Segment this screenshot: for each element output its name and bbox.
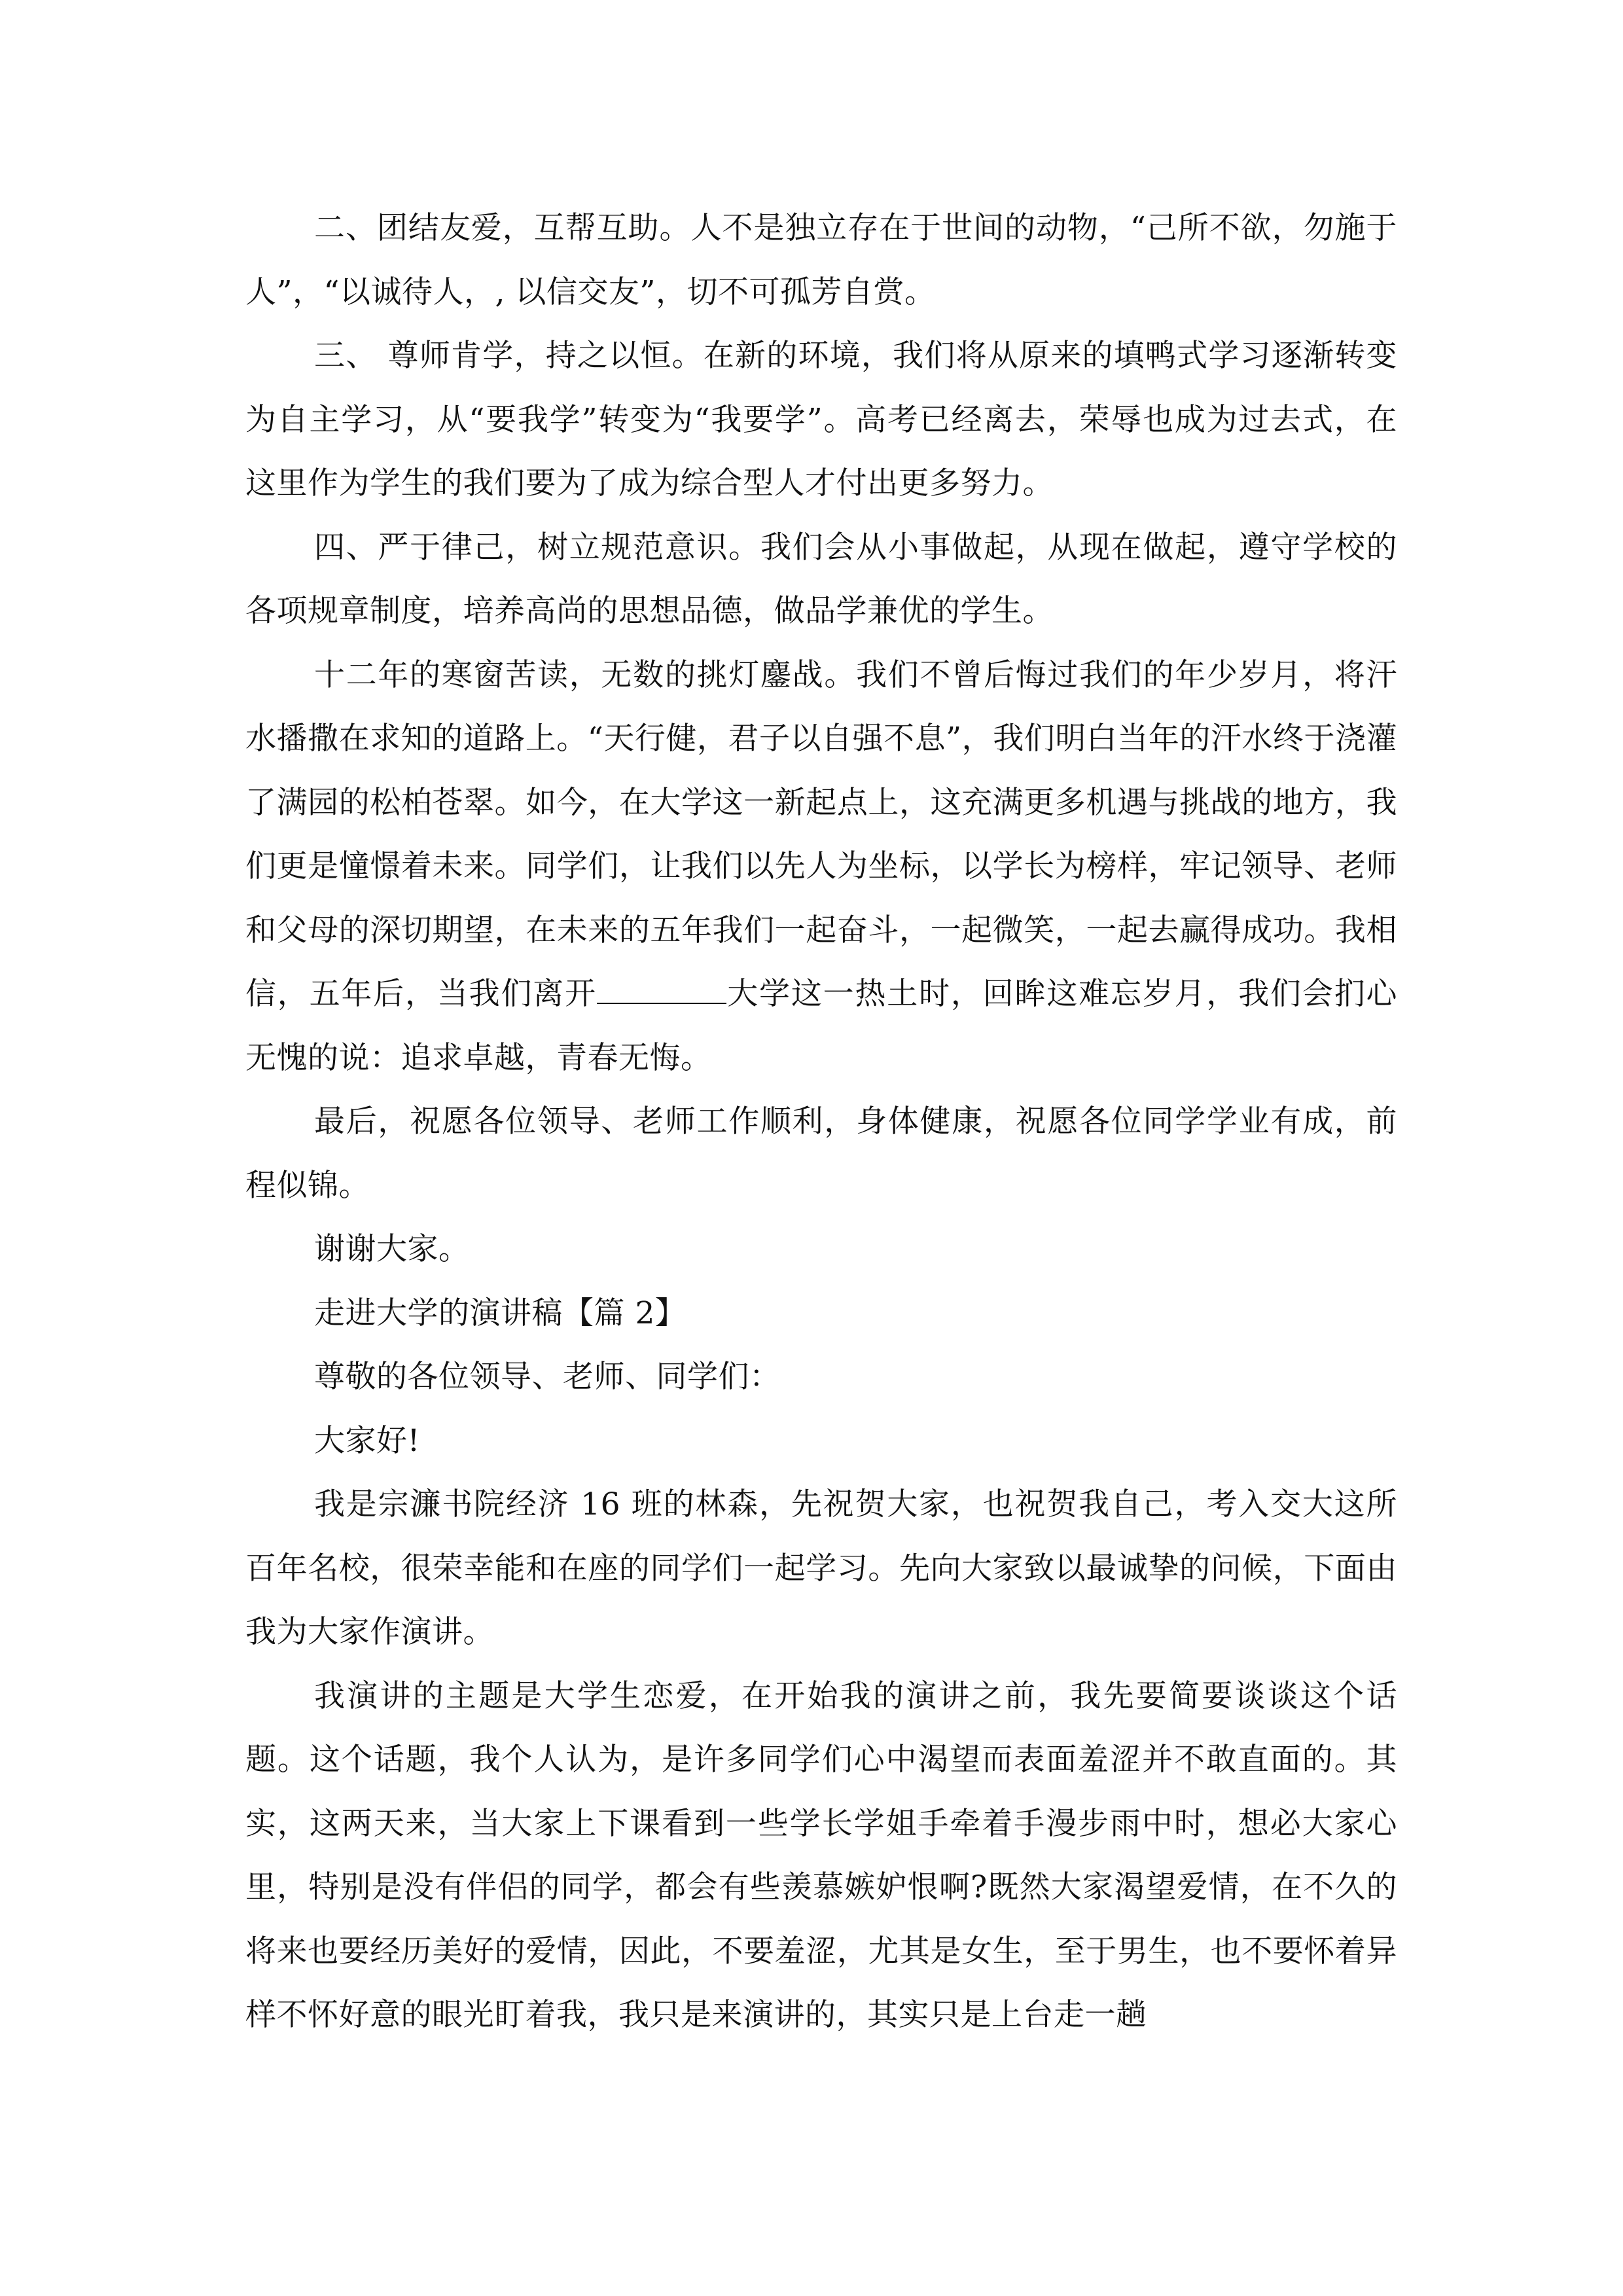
- fill-in-blank: [597, 977, 726, 1004]
- salutation: 尊敬的各位领导、老师、同学们：: [314, 1359, 781, 1395]
- paragraph-topic: 我演讲的主题是大学生恋爱，在开始我的演讲之前，我先要简要谈谈这个话题。这个话题，我个人认为，是许多同学们心中渴望而表面羞涩并不敢直面的。其实，这两天来，当大家上下课看到一些学长学姐手牵着手漫步雨中时，想必大家心里，特别是没有伴侣的同学，都会有些羡慕嫉妒恨啊?既然大家渴望爱情，在不久的将来也要经历美好的爱情，因此，不要羞涩，尤其是女生，至于男生，也不要怀着异样不怀好意的眼光盯着我，我只是来演讲的，其实只是上台走一趟: [245, 1677, 1397, 2033]
- paragraph-intro: 我是宗濂书院经济 16 班的林森，先祝贺大家，也祝贺我自己，考入交大这所百年名校，很荣幸能和在座的同学们一起学习。先向大家致以最诚挚的问候，下面由我为大家作演讲。: [245, 1486, 1397, 1650]
- paragraph-twelve-years: [245, 643, 1397, 1090]
- paragraph-twelve-years-part2: 大学这一热土时，回眸这难忘岁月，我们会扪心无愧的说：追求卓越，青春无悔。: [245, 976, 1397, 1076]
- paragraph-twelve-years-part1: 十二年的寒窗苦读，无数的挑灯鏖战。我们不曾后悔过我们的年少岁月，将汗水播撒在求知的道路上。“天行健，君子以自强不息”，我们明白当年的汗水终于浇灌了满园的松柏苍翠。如今，在大学这一新起点上，这充满更多机遇与挑战的地方，我们更是憧憬着未来。同学们，让我们以先人为坐标，以学长为榜样，牢记领导、老师和父母的深切期望，在未来的五年我们一起奋斗，一起微笑，一起去赢得成功。我相信，五年后，当我们离开: [245, 656, 1397, 1012]
- greeting: 大家好!: [314, 1422, 420, 1459]
- paragraph-thanks: 谢谢大家。: [314, 1231, 470, 1267]
- section-title: 走进大学的演讲稿【篇 2】: [314, 1295, 687, 1331]
- paragraph-unity: 二、团结友爱，互帮互助。人不是独立存在于世间的动物，“己所不欲，勿施于人”，“以诚待人，, 以信交友”，切不可孤芳自赏。: [245, 210, 1397, 310]
- document-body: [245, 196, 1397, 2047]
- paragraph-respect-teachers: 三、 尊师肯学，持之以恒。在新的环境，我们将从原来的填鸭式学习逐渐转变为自主学习，从“要我学”转变为“我要学”。高考已经离去，荣辱也成为过去式，在这里作为学生的我们要为了成为综合型人才付出更多努力。: [245, 338, 1397, 501]
- paragraph-closing: 最后，祝愿各位领导、老师工作顺利，身体健康，祝愿各位同学学业有成，前程似锦。: [245, 1103, 1397, 1204]
- paragraph-self-discipline: 四、严于律己，树立规范意识。我们会从小事做起，从现在做起，遵守学校的各项规章制度，培养高尚的思想品德，做品学兼优的学生。: [245, 529, 1397, 629]
